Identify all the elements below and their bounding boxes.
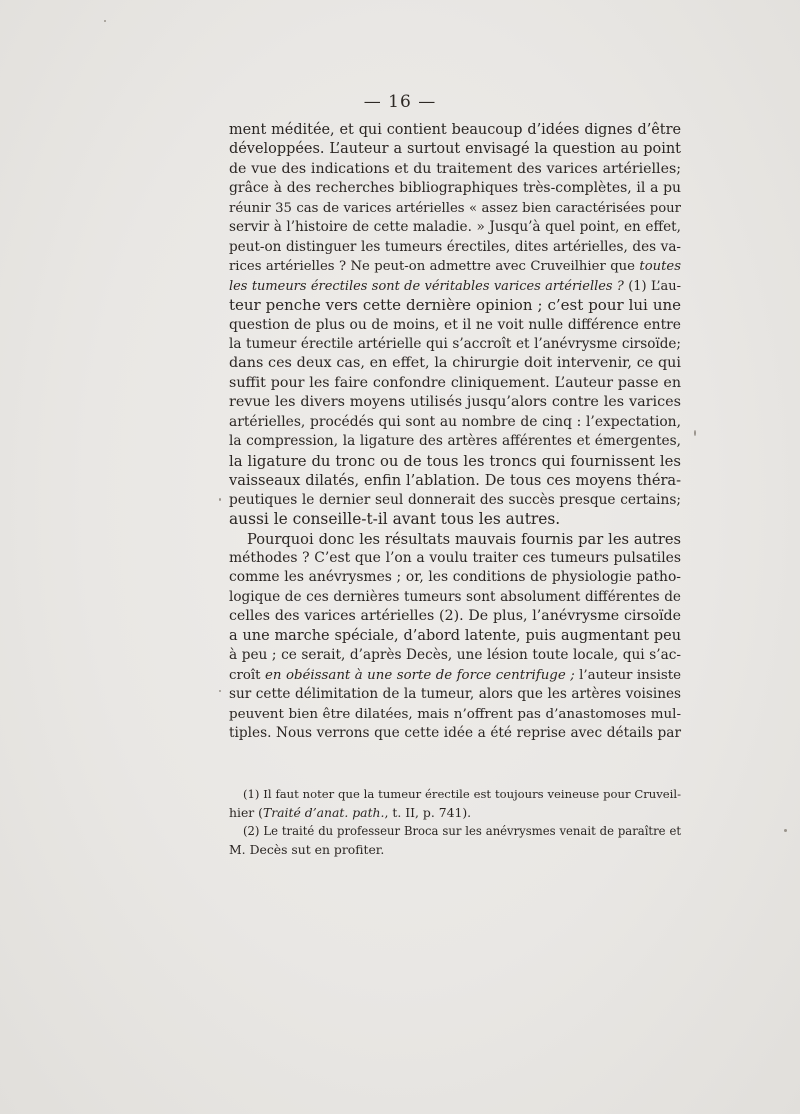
footnote-line: (1) Il faut noter que la tumeur érectile est toujours veineuse pour Cruveil-: [243, 787, 681, 801]
paper-speck: [219, 498, 221, 501]
text-line: aussi le conseille-t-il avant tous les autres.: [229, 510, 561, 529]
text-run: croît: [229, 667, 265, 683]
text-line: teur penche vers cette dernière opinion ; c’est pour lui une: [229, 296, 681, 315]
text-run: l’auteur insiste: [574, 667, 681, 683]
text-line: peut-on distinguer les tumeurs érectiles, dites artérielles, des va-: [229, 238, 681, 255]
text-line: la compression, la ligature des artères afférentes et émergentes,: [229, 433, 681, 450]
paper-speck: [694, 430, 696, 436]
text-run: (1) L’au-: [623, 278, 681, 294]
page-number: — 16 —: [363, 92, 437, 112]
text-line: [229, 666, 681, 685]
text-line: développées. L’auteur a surtout envisagé la question au point: [229, 141, 681, 158]
paper-speck: [104, 20, 106, 22]
text-line: Pourquoi donc les résultats mauvais fournis par les autres: [247, 530, 681, 548]
text-line: logique de ces dernières tumeurs sont absolument différentes de: [229, 588, 681, 605]
text-line: ment méditée, et qui contient beaucoup d’idées dignes d’être: [229, 122, 681, 138]
text-line: artérielles, procédés qui sont au nombre de cinq : l’expectation,: [229, 413, 681, 430]
text-line: a une marche spéciale, d’abord latente, puis augmentant peu: [229, 627, 681, 644]
text-line: comme les anévrysmes ; or, les conditions de physiologie patho-: [229, 569, 681, 586]
text-run: , t. II, p. 741).: [384, 804, 472, 820]
main-text-block: [229, 121, 681, 744]
italic-run: Traité d’anat. path.: [262, 804, 385, 820]
text-line: peutiques le dernier seul donnerait des succès presque certains;: [229, 491, 681, 508]
text-run: hier (: [229, 804, 263, 820]
footnote-line: (2) Le traité du professeur Broca sur les anévrysmes venait de paraître et: [243, 824, 681, 838]
text-line: la ligature du tronc ou de tous les troncs qui fournissent les: [229, 452, 681, 470]
italic-run: toutes: [639, 259, 681, 275]
text-line: de vue des indications et du traitement des varices artérielles;: [229, 160, 681, 177]
text-line: sur cette délimitation de la tumeur, alors que les artères voisines: [229, 686, 681, 703]
footnotes-block: [229, 785, 681, 859]
text-line: à peu ; ce serait, d’après Decès, une lésion toute locale, qui s’ac-: [229, 647, 681, 664]
text-line: revue les divers moyens utilisés jusqu’alors contre les varices: [229, 394, 681, 411]
footnote-line: M. Decès sut en profiter.: [229, 841, 385, 857]
text-line: réunir 35 cas de varices artérielles « assez bien caractérisées pour: [229, 200, 681, 216]
text-line: [229, 257, 681, 276]
text-line: la tumeur érectile artérielle qui s’accroît et l’anévrysme cirsoïde;: [229, 335, 681, 352]
text-line: question de plus ou de moins, et il ne voit nulle différence entre: [229, 316, 681, 333]
paper-speck: [219, 690, 221, 692]
text-line: dans ces deux cas, en effet, la chirurgie doit intervenir, ce qui: [229, 355, 681, 372]
text-line: celles des varices artérielles (2). De plus, l’anévrysme cirsoïde: [229, 608, 681, 625]
text-run: rices artérielles ? Ne peut-on admettre avec Cruveilhier que: [229, 259, 640, 275]
text-line: servir à l’histoire de cette maladie. » Jusqu’à quel point, en effet,: [229, 219, 681, 236]
paper-speck: [784, 829, 787, 832]
text-line: suffit pour les faire confondre cliniquement. L’auteur passe en: [229, 374, 681, 391]
footnote-line: [229, 804, 681, 823]
italic-run: en obéissant à une sorte de force centrifuge ;: [264, 667, 575, 683]
text-line: vaisseaux dilatés, enfin l’ablation. De tous ces moyens théra-: [229, 472, 681, 490]
italic-run: les tumeurs érectiles sont de véritables varices artérielles ?: [229, 278, 624, 294]
text-line: grâce à des recherches bibliographiques très-complètes, il a pu: [229, 180, 681, 197]
text-line: tiples. Nous verrons que cette idée a été reprise avec détails par: [229, 725, 681, 742]
text-line: peuvent bien être dilatées, mais n’offrent pas d’anastomoses mul-: [229, 706, 681, 722]
text-line: [229, 277, 681, 296]
text-line: méthodes ? C’est que l’on a voulu traiter ces tumeurs pulsatiles: [229, 549, 681, 566]
